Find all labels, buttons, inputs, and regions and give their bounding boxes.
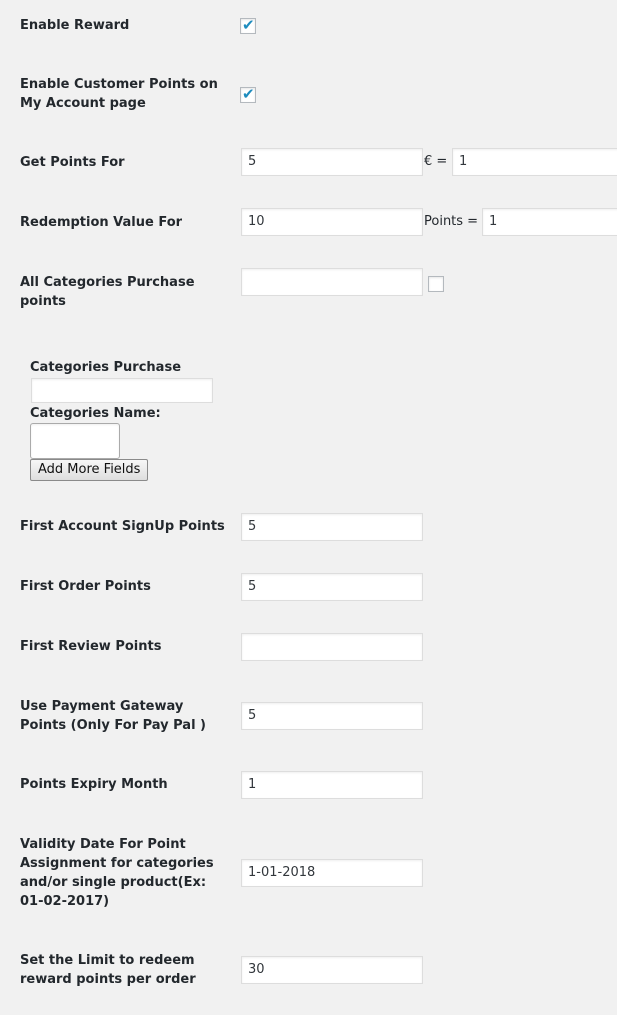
enable-customer-points-checkbox[interactable] [240,87,256,103]
enable-customer-points-label: Enable Customer Points on My Account page [20,77,218,111]
checkmark-icon: ✔ [242,16,255,34]
first-review-points-label: First Review Points [20,639,162,654]
first-account-signup-points-input[interactable]: 5 [241,513,423,541]
add-more-fields-button[interactable]: Add More Fields [30,459,148,481]
all-categories-purchase-points-checkbox[interactable] [428,276,444,292]
enable-reward-label: Enable Reward [20,18,130,33]
redemption-value-for-label: Redemption Value For [20,215,183,230]
points-expiry-month-label: Points Expiry Month [20,777,168,792]
all-categories-purchase-points-input[interactable] [241,268,423,296]
get-points-for-label: Get Points For [20,155,125,170]
currency-separator: € = [424,154,448,169]
categories-purchase-points-input[interactable] [31,378,213,403]
points-separator: Points = [424,214,479,229]
get-points-for-value-input[interactable]: 1 [452,148,617,176]
points-expiry-month-input[interactable]: 1 [241,771,423,799]
validity-date-input[interactable]: 1-01-2018 [241,859,423,887]
redemption-value-input[interactable]: 1 [482,208,617,236]
first-order-points-input[interactable]: 5 [241,573,423,601]
validity-date-label: Validity Date For Point Assignment for categories and/or single product(Ex: 01-02-2017) [20,837,214,909]
first-account-signup-points-label: First Account SignUp Points [20,519,225,534]
categories-name-label: Categories Name: [30,406,161,421]
all-categories-purchase-points-label: All Categories Purchase points [20,275,195,309]
redemption-value-for-input[interactable]: 10 [241,208,423,236]
redeem-limit-input[interactable]: 30 [241,956,423,984]
payment-gateway-points-input[interactable]: 5 [241,702,423,730]
checkmark-icon: ✔ [242,85,255,103]
categories-name-input[interactable] [30,423,120,459]
categories-purchase-points-label: Categories Purchase [30,360,182,375]
first-order-points-label: First Order Points [20,579,151,594]
payment-gateway-points-label: Use Payment Gateway Points (Only For Pay Pal ) [20,699,206,733]
first-review-points-input[interactable] [241,633,423,661]
redeem-limit-label: Set the Limit to redeem reward points per order [20,953,196,987]
enable-reward-checkbox[interactable] [240,18,256,34]
get-points-for-input[interactable]: 5 [241,148,423,176]
